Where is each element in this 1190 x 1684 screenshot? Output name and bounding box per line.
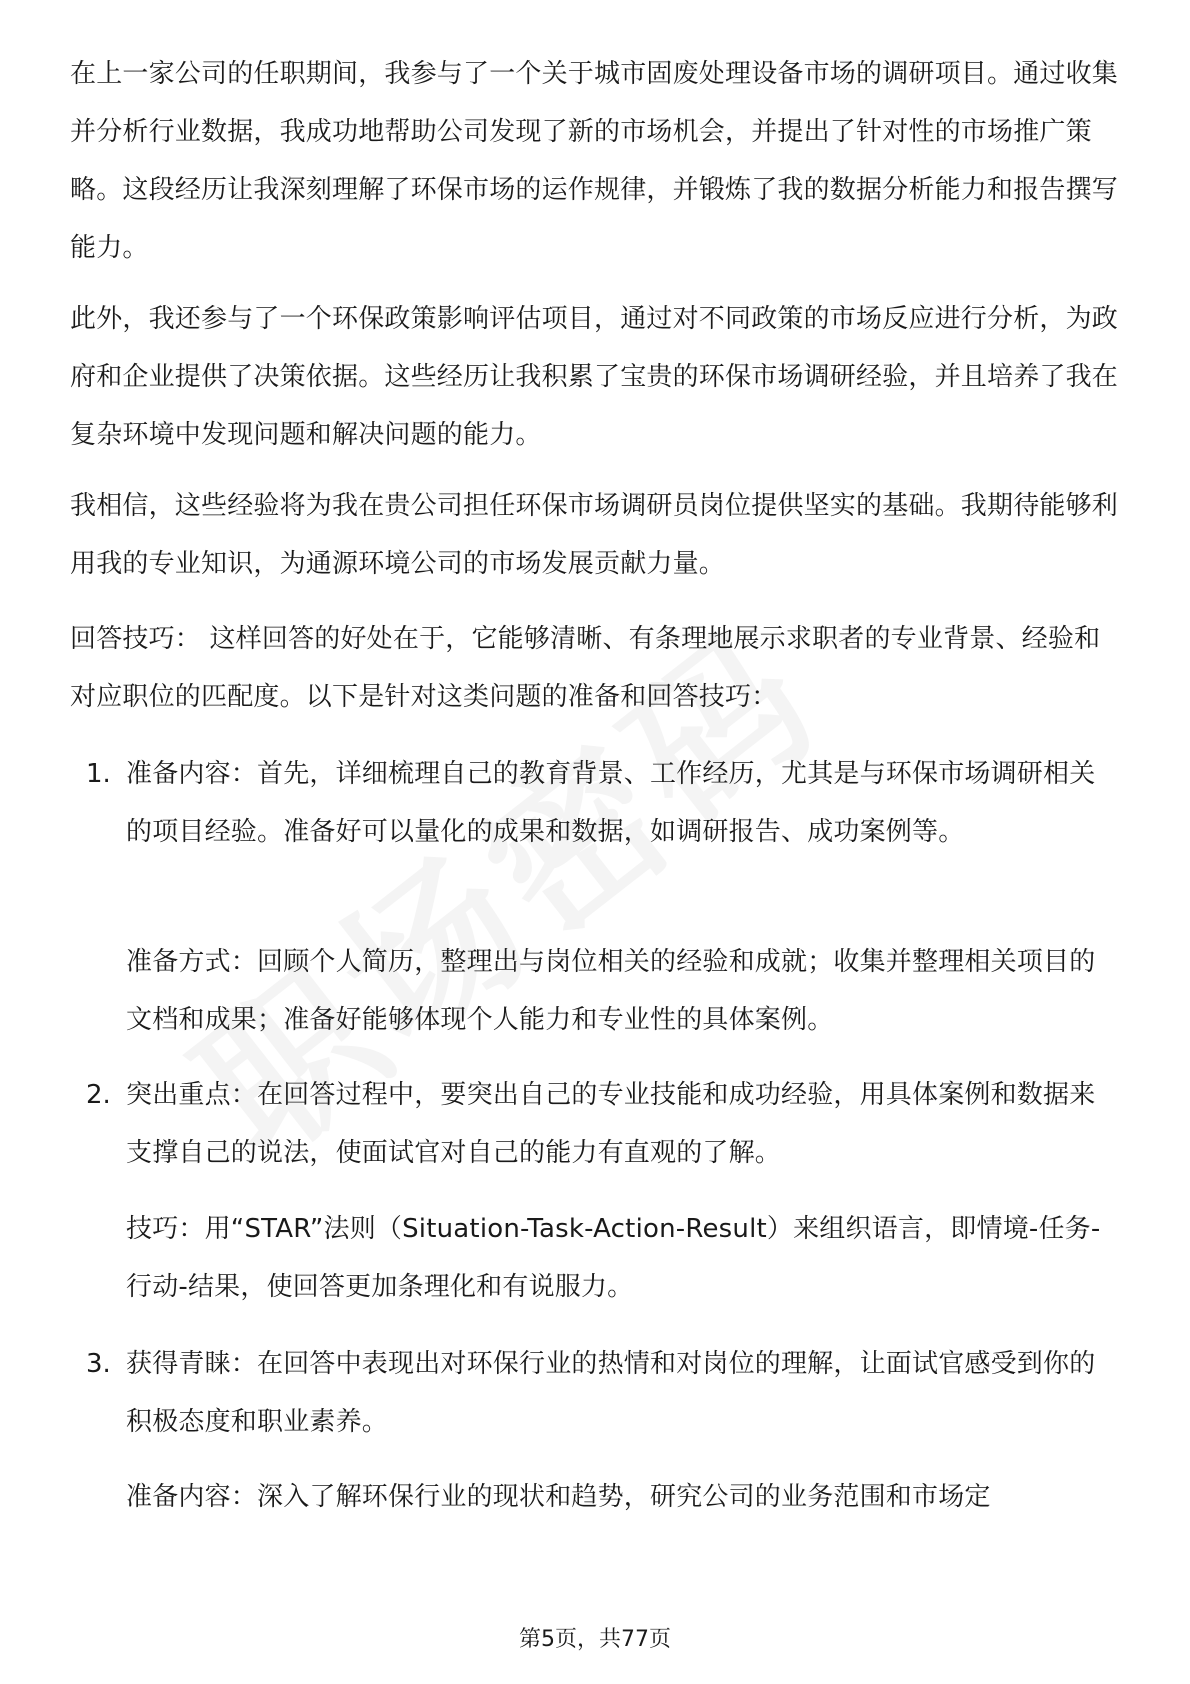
list-number: 3. [86,1349,111,1379]
list-item-text: 突出重点：在回答过程中，要突出自己的专业技能和成功经验，用具体案例和数据来支撑自己的说法，使面试官对自己的能力有直观的了解。 [126,1080,1096,1168]
paragraph-experience: 在上一家公司的任职期间，我参与了一个关于城市固废处理设备市场的调研项目。通过收集并分析行业数据，我成功地帮助公司发现了新的市场机会，并提出了针对性的市场推广策略。这段经历让我深刻理解了环保市场的运作规律，并锻炼了我的数据分析能力和报告撰写能力。 [70,59,1119,263]
paragraph-answer-tips: 回答技巧： 这样回答的好处在于，它能够清晰、有条理地展示求职者的专业背景、经验和对应职位的匹配度。以下是针对这类问题的准备和回答技巧： [70,624,1101,712]
list-item-text: 获得青睐：在回答中表现出对环保行业的热情和对岗位的理解，让面试官感受到你的积极态度和职业素养。 [126,1349,1096,1437]
paragraph-conclusion: 我相信，这些经验将为我在贵公司担任环保市场调研员岗位提供坚实的基础。我期待能够利用我的专业知识，为通源环境公司的市场发展贡献力量。 [70,491,1119,579]
paragraph-policy-project: 此外，我还参与了一个环保政策影响评估项目，通过对不同政策的市场反应进行分析，为政府和企业提供了决策依据。这些经历让我积累了宝贵的环保市场调研经验，并且培养了我在复杂环境中发现问题和解决问题的能力。 [70,304,1119,450]
page-number: 第5页，共77页 [519,1627,671,1652]
list-number: 1. [86,759,111,789]
list-item-1-sub: 准备方式：回顾个人简历，整理出与岗位相关的经验和成就；收集并整理相关项目的文档和成果；准备好能够体现个人能力和专业性的具体案例。 [126,947,1096,1035]
list-item-text: 准备内容：首先，详细梳理自己的教育背景、工作经历，尤其是与环保市场调研相关的项目经验。准备好可以量化的成果和数据，如调研报告、成功案例等。 [126,759,1096,847]
list-item-3-sub: 准备内容：深入了解环保行业的现状和趋势，研究公司的业务范围和市场定 [126,1482,991,1512]
list-item-2-sub: 技巧：用“STAR”法则（Situation-Task-Action-Result）来组织语言，即情境-任务-行动-结果，使回答更加条理化和有说服力。 [126,1214,1101,1302]
list-number: 2. [86,1080,111,1110]
